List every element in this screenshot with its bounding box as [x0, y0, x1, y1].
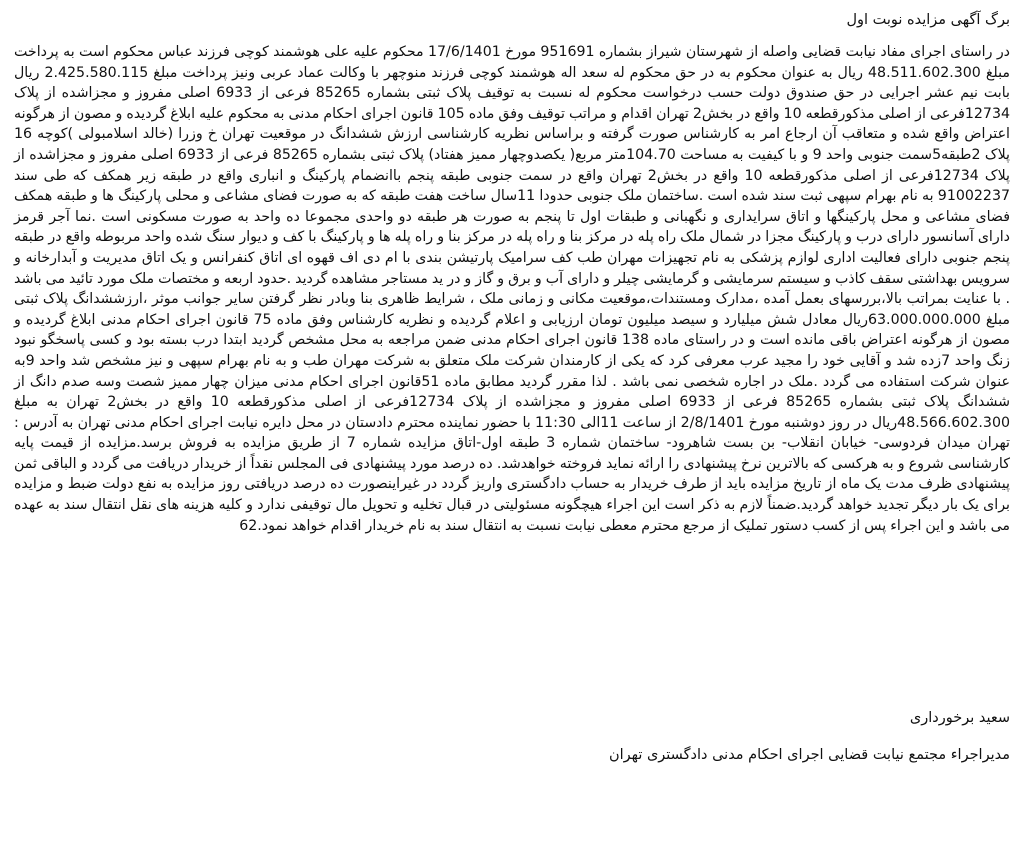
notice-title: برگ آگهی مزایده نوبت اول: [846, 12, 1010, 28]
signatory-title: مدیراجراء مجتمع نیابت قضایی اجرای احکام مدنی دادگستری تهران: [608, 747, 1010, 763]
signatory-name: سعید برخورداری: [909, 710, 1010, 726]
notice-body: در راستای اجرای مفاد نیابت قضایی واصله از شهرستان شیراز بشماره 951691 مورخ 17/6/1401 محکوم علیه علی هوشمند کوچی فرزند عباس محکوم است به پرداخت مبلغ 48.511.602.300 ریال به عنوان محکوم به در حق محکوم له سعد اله هوشمند کوچی فرزند منوچهر با وکالت عماد عربی ونیز پرداخت مبلغ 2.425.580.115 ریال بابت نیم عشر اجرایی در حق صندوق دولت حسب درخواست محکوم له نسبت به توقیف پلاک ثبتی بشماره 85265 فرعی از 6933 اصلی مفروز و مجزاشده از پلاک 12734فرعی از اصلی مذکورقطعه 10 واقع در بخش2 تهران اقدام و مراتب توقیف وفق ماده 105 قانون اجرای احکام مدنی به محکوم علیه ابلاغ گردیده و مصون از هرگونه اعتراض واقع شده و متعاقب آن ارجاع امر به کارشناس صورت گرفته و براساس نظریه کارشناسی ارزش ششدانگ در موقعیت تهران خ وزرا (خالد اسلامبولی )کوچه 16 پلاک 2طبقه5سمت جنوبی واحد 9 و با کیفیت به مساحت 104.70متر مربع( یکصدوچهار ممیز هفتاد) پلاک ثبتی بشماره 85265 فرعی از 6933 اصلی مفروز و مجزاشده از پلاک 12734فرعی از اصلی مذکورقطعه 10 واقع در بخش2 تهران واقع در سمت جنوبی طبقه پنجم باانضمام پارکینگ و انباری واقع در طبقه زیر همکف که طی سند 91002237 به نام بهرام سپهی ثبت سند شده است .ساختمان ملک جنوبی حدودا 11سال ساخت هفت طبقه که به صورت فضای مشاعی و محلی پارکینگ ها و طبقه همکف فضای مشاعی و محل پارکینگها و اتاق سرایداری و نگهبانی و طبقات اول تا پنجم به صورت هر طبقه دو واحدی مجموعا ده واحد به صورت مسکونی است .نما آجر قرمز دارای آسانسور دارای درب و پارکینگ مجزا در شمال ملک راه پله در مرکز بنا و راه پله در مرکز بنا و راه پله ها و پارکینگ با کف و دیوار سنگ شده واحد مربوطه واقع در طبقه پنجم جنوبی دارای فعالیت اداری لوازم پزشکی به نام تجهیزات مهران طب کف سرامیک پارتیشن بندی با ام دی اف قهوه ای اتاق کنفرانس و یک اتاق مدیریت و آبدارخانه و سرویس بهداشتی سقف کاذب و سیستم سرمایشی و گرمایشی چیلر و دارای آب و برق و گاز و در ید مستاجر مشاهده گردید .حدود اربعه و مختصات ملک مورد تائید می باشد . با عنایت بمراتب بالا،بررسهای بعمل آمده ،مدارک ومستندات،موقعیت مکانی و زمانی ملک ، شرایط ظاهری بنا وبادر نظر گرفتن سایر جوانب موثر ،ارزششدانگ پلاک ثبتی مبلغ 63.000.000.000ریال معادل شش میلیارد و سیصد میلیون تومان ارزیابی و اعلام گردیده و نظریه کارشناس وفق ماده 75 قانون اجرای احکام مدنی ابلاغ گردیده و مصون از هرگونه اعتراض باقی مانده است و در راستای ماده 138 قانون اجرای احکام مدنی ضمن مراجعه به محل مشخص گردید ابتدا درب بسته بود و کسی پاسخگو نبود زنگ واحد 7زده شد و آقایی خود را مجید عرب معرفی کرد که یکی از کارمندان شرکت ملک متعلق به شرکت مهران طب و به نام بهرام سپهی و نیز مشخص شد واحد 9به عنوان شرکت استفاده می گردد .ملک در اجاره شخصی نمی باشد . لذا مقرر گردید مطابق ماده 51قانون اجرای احکام مدنی میزان چهار ممیز شصت وسه صدم دانگ از ششدانگ پلاک ثبتی بشماره 85265 فرعی از 6933 اصلی مفروز و مجزاشده از پلاک 12734فرعی از اصلی مذکورقطعه 10 واقع در بخش2 تهران به مبلغ 48.566.602.300ریال در روز دوشنبه مورخ 2/8/1401 از ساعت 11الی 11:30 با حضور نماینده محترم دادستان در محل دایره نیابت اجرای احکام مدنی تهران به آدرس : تهران میدان فردوسی- خیابان انقلاب- بن بست شاهرود- ساختمان شماره 3 طبقه اول-اتاق مزایده شماره 7 از طریق مزایده به فروش برسد.مزایده از قیمت پایه کارشناسی شروع و به هرکسی که بالاترین نرخ پیشنهادی را ارائه نماید فروخته خواهدشد. ده درصد مورد پیشنهادی فی المجلس نقداً از خریدار دریافت می گردد و الباقی ثمن پیشنهادی ظرف مدت یک ماه از تاریخ مزایده باید از طرف خریدار به حساب دادگستری واریز گردد در غیراینصورت ده درصد دریافتی روز مزایده به نفع دولت ضبط و مزایده برای یک بار دیگر تجدید خواهد گردید.ضمناً لازم به ذکر است این اجراء هیچگونه مسئولیتی در قبال تخلیه و تحویل مال توقیفی ندارد و کلیه هزینه های نقل انتقال سند به عهده می باشد و این اجراء پس از کسب دستور تملیک از مرجع محترم معطی نیابت نسبت به انتقال سند به نام خریدار اقدام خواهد نمود.62: [14, 44, 1011, 534]
signature-block: [14, 708, 1010, 765]
